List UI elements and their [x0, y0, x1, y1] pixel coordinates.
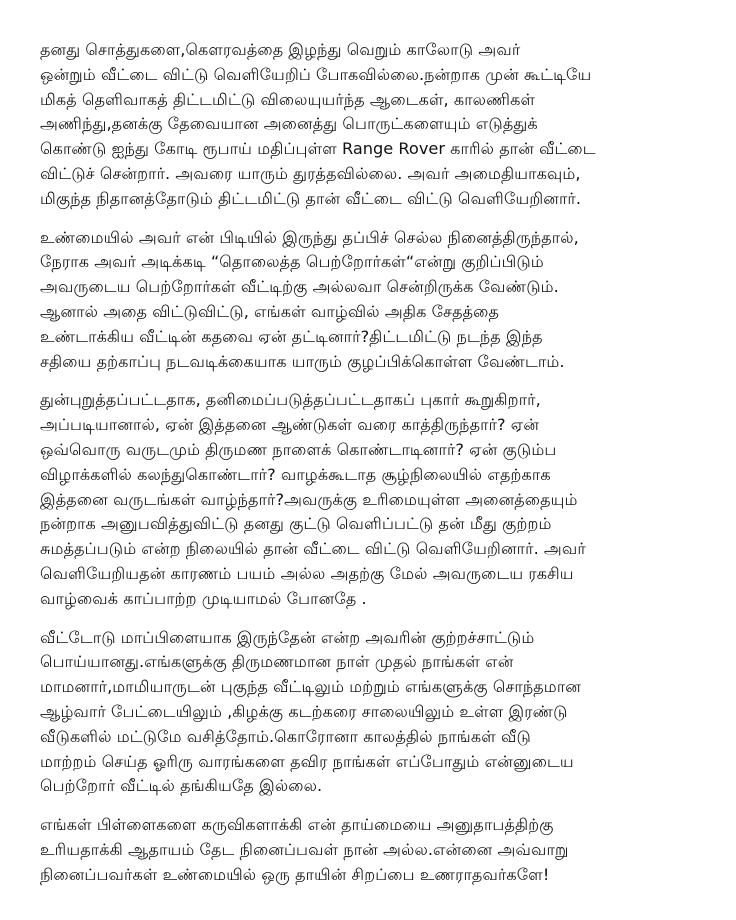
- paragraph-line: ஒன்றும் வீட்டை விட்டு வெளியேறிப் போகவில்லை.நன்றாக முன் கூட்டியே: [40, 64, 592, 84]
- paragraph-line: வாழ்வைக் காப்பாற்ற முடியாமல் போனதே .: [40, 588, 367, 608]
- paragraph-line: நினைப்பவர்கள் உண்மையில் ஒரு தாயின் சிறப்பை உணராதவர்களே!: [40, 864, 550, 884]
- paragraph-1: [40, 38, 702, 212]
- paragraph-line: விட்டுச் சென்றார். அவரை யாரும் துரத்தவில்லை. அவர் அமைதியாகவும்,: [40, 163, 581, 183]
- paragraph-line: மிகுந்த நிதானத்தோடும் திட்டமிட்டு தான் வீட்டை விட்டு வெளியேறினார்.: [40, 188, 582, 208]
- paragraph-line: நேராக அவர் அடிக்கடி “தொலைத்த பெற்றோர்கள்“என்று குறிப்பிடும்: [40, 252, 544, 272]
- paragraph-4: [40, 626, 702, 800]
- paragraph-line: அவருடைய பெற்றோர்கள் வீட்டிற்கு அல்லவா சென்றிருக்க வேண்டும்.: [40, 277, 559, 297]
- paragraph-line: வீட்டோடு மாப்பிளையாக இருந்தேன் என்ற அவரின் குற்றச்சாட்டும்: [40, 627, 535, 647]
- paragraph-line: ஒவ்வொரு வருடமும் திருமண நாளைக் கொண்டாடினார்? ஏன் குடும்ப: [40, 439, 557, 459]
- paragraph-line: உண்டாக்கிய வீட்டின் கதவை ஏன் தட்டினார்?திட்டமிட்டு நடந்த இந்த: [40, 326, 543, 346]
- paragraph-line: கொண்டு ஐந்து கோடி ரூபாய் மதிப்புள்ள Range Rover காரில் தான் வீட்டை: [40, 139, 596, 159]
- paragraph-line: எங்கள் பிள்ளைகளை கருவிகளாக்கி என் தாய்மையை அனுதாபத்திற்கு: [40, 815, 554, 835]
- paragraph-line: துன்புறுத்தப்பட்டதாக, தனிமைப்படுத்தப்பட்டதாகப் புகார் கூறுகிறார்,: [40, 390, 541, 410]
- paragraph-3: [40, 388, 702, 611]
- paragraph-line: மாற்றம் செய்த ஓரிரு வாரங்களை தவிர நாங்கள் எப்போதும் என்னுடைய: [40, 751, 574, 771]
- paragraph-line: விழாக்களில் கலந்துகொண்டார்? வாழக்கூடாத சூழ்நிலையில் எதற்காக: [40, 464, 551, 484]
- paragraph-line: மிகத் தெளிவாகத் திட்டமிட்டு விலையுயர்ந்த ஆடைகள், காலணிகள்: [40, 89, 536, 109]
- paragraph-line: பொய்யானது.எங்களுக்கு திருமணமான நாள் முதல் நாங்கள் என்: [40, 652, 514, 672]
- paragraph-line: வீடுகளில் மட்டுமே வசித்தோம்.கொரோனா காலத்தில் நாங்கள் வீடு: [40, 726, 531, 746]
- paragraph-line: தனது சொத்துகளை,கௌரவத்தை இழந்து வெறும் காலோடு அவர்: [40, 40, 521, 59]
- paragraph-line: வெளியேறியதன் காரணம் பயம் அல்ல அதற்கு மேல் அவருடைய ரகசிய: [40, 563, 574, 583]
- paragraph-line: உண்மையில் அவர் என் பிடியில் இருந்து தப்பிச் செல்ல நினைத்திருந்தால்,: [40, 227, 579, 247]
- paragraph-line: இத்தனை வருடங்கள் வாழ்ந்தார்?அவருக்கு உரிமையுள்ள அனைத்தையும்: [40, 489, 578, 509]
- paragraph-line: நன்றாக அனுபவித்துவிட்டு தனது குட்டு வெளிப்பட்டு தன் மீது குற்றம்: [40, 514, 552, 534]
- paragraph-line: அப்படியானால், ஏன் இத்தனை ஆண்டுகள் வரை காத்திருந்தார்? ஏன்: [40, 415, 540, 435]
- paragraph-line: ஆனால் அதை விட்டுவிட்டு, எங்கள் வாழ்வில் அதிக சேதத்தை: [40, 301, 500, 321]
- paragraph-line: அணிந்து,தனக்கு தேவையான அனைத்து பொருட்களையும் எடுத்துக்: [40, 114, 538, 134]
- paragraph-line: சதியை தற்காப்பு நடவடிக்கையாக யாரும் குழப்பிக்கொள்ள வேண்டாம்.: [40, 351, 565, 371]
- paragraph-line: மாமனார்,மாமியாருடன் புகுந்த வீட்டிலும் மற்றும் எங்களுக்கு சொந்தமான: [40, 677, 581, 697]
- paragraph-line: பெற்றோர் வீட்டில் தங்கியதே இல்லை.: [40, 776, 323, 796]
- paragraph-line: ஆழ்வார் பேட்டையிலும் ,கிழக்கு கடற்கரை சாலையிலும் உள்ள இரண்டு: [40, 701, 568, 721]
- paragraph-line: உரியதாக்கி ஆதாயம் தேட நினைப்பவள் நான் அல்ல.என்னை அவ்வாறு: [40, 839, 569, 859]
- paragraph-line: சுமத்தப்படும் என்ற நிலையில் தான் வீட்டை விட்டு வெளியேறினார். அவர்: [40, 539, 586, 559]
- paragraph-5: [40, 813, 702, 887]
- document-body: [40, 38, 702, 888]
- paragraph-2: [40, 226, 702, 375]
